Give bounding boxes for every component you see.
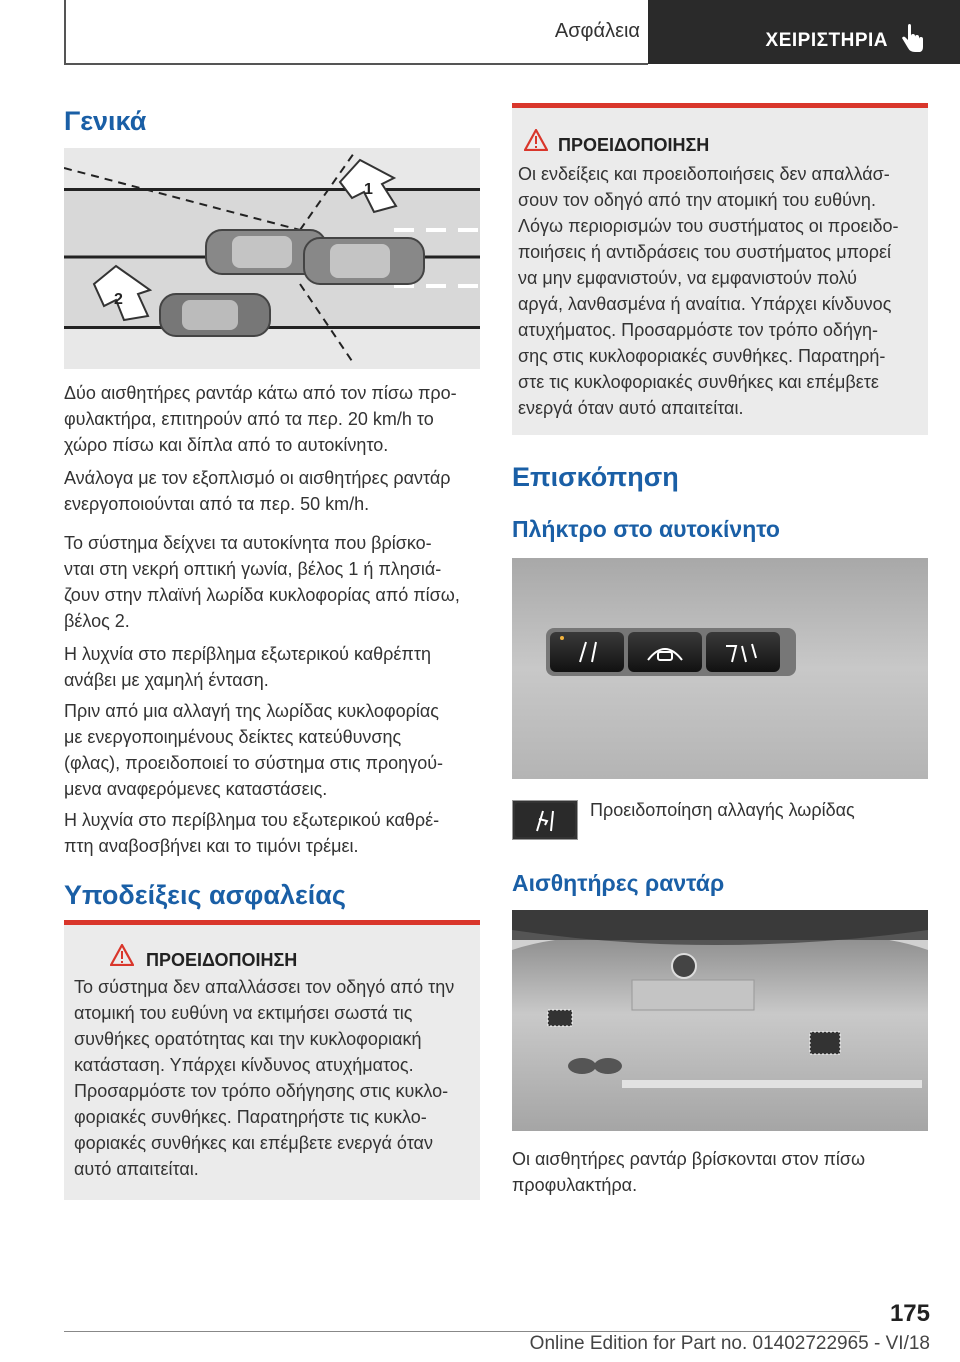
header-divider: [64, 0, 66, 64]
arrow-1-label: 1: [364, 181, 373, 198]
hand-pointer-icon: [898, 24, 926, 54]
heading-overview: Επισκόπηση: [512, 462, 679, 492]
footer-rule: [64, 1331, 860, 1332]
footer-edition: Online Edition for Part no. 01402722965 - VI/18: [529, 1333, 930, 1354]
warning-box-right: [512, 103, 928, 435]
radar-sensor-right: [810, 1032, 840, 1054]
lane-change-button-icon: [512, 800, 578, 840]
radar-sensor-photo: [512, 910, 928, 1131]
arrow-2-label: 2: [114, 291, 123, 308]
warning-box-left: [64, 920, 480, 1200]
warning-bar: [512, 103, 928, 108]
chapter-tab: [648, 0, 960, 64]
heading-button: Πλήκτρο στο αυτοκίνητο: [512, 516, 780, 542]
header-rule: [64, 63, 648, 65]
warning-text: Το σύστημα δεν απαλλάσσει τον οδηγό από την ατομική του ευθύνη να εκτιμήσει σωστά τις συνθήκες ορατότητας και την κυκλοφοριακή κατάσταση. Υπάρχει κίνδυνος ατυχήματος. Προσαρμόστε τον τρόπο οδήγησης στις κυκλο- φοριακές συνθήκες. Παρατηρήστε τις κυκλο- φοριακές συνθήκες και επέμβετε ενεργά όταν αυτό απαιτείται.: [74, 977, 455, 1179]
blind-spot-illustration: [64, 148, 480, 369]
page-number: 175: [889, 1300, 930, 1327]
heading-radar: Αισθητήρες ραντάρ: [512, 870, 725, 896]
general-paragraph-1: Δύο αισθητήρες ραντάρ κάτω από τον πίσω προ- φυλακτήρα, επιτηρούν από τα περ. 20 km/h το χώρο πίσω και δίπλα από το αυτοκίνητο.: [64, 383, 457, 455]
radar-sensor-left: [548, 1010, 572, 1026]
warning-triangle-icon: [524, 129, 548, 151]
general-paragraph-4: Η λυχνία στο περίβλημα εξωτερικού καθρέπτη ανάβει με χαμηλή ένταση.: [64, 644, 431, 690]
warning-text: Οι ενδείξεις και προειδοποιήσεις δεν απαλλάσ- σουν τον οδηγό από την ατομική του ευθύνη. Λόγω περιορισμών του συστήματος οι προειδο- ποιήσεις ή αντιδράσεις του συστήματος μπορεί να μην εμφανιστούν, να εμφανιστούν πολύ αργά, λανθασμένα ή αναίτια. Υπάρχει κίνδυνος ατυχήματος. Προσαρμόστε τον τρόπο οδήγη- σης στις κυκλοφοριακές συνθήκες. Παρατηρή- στε τις κυκλοφοριακές συνθήκες και επέμβετε ενεργά όταν αυτό απαιτείται.: [518, 164, 899, 418]
warning-triangle-icon: [110, 944, 134, 966]
general-paragraph-3: Το σύστημα δείχνει τα αυτοκίνητα που βρίσκο- νται στη νεκρή οπτική γωνία, βέλος 1 ή πλησιά- ζουν στην πλαϊνή λωρίδα κυκλοφορίας από πίσω, βέλος 2.: [64, 533, 460, 631]
button-caption: Προειδοποίηση αλλαγής λωρίδας: [590, 800, 855, 820]
general-paragraph-6: Η λυχνία στο περίβλημα του εξωτερικού καθρέ- πτη αναβοσβήνει και το τιμόνι τρέμει.: [64, 810, 440, 856]
heading-general: Γενικά: [64, 106, 147, 136]
general-paragraph-5: Πριν από μια αλλαγή της λωρίδας κυκλοφορίας με ενεργοποιημένους δείκτες κατεύθυνσης (φλας), προειδοποιεί το σύστημα στις προηγού- μενα αναφερόμενες καταστάσεις.: [64, 701, 444, 799]
warning-title: ΠΡΟΕΙΔΟΠΟΙΗΣΗ: [146, 950, 298, 970]
warning-bar: [64, 920, 480, 925]
heading-safety: Υποδείξεις ασφαλείας: [64, 880, 346, 910]
general-paragraph-2: Ανάλογα με τον εξοπλισμό οι αισθητήρες ραντάρ ενεργοποιούνται από τα περ. 50 km/h.: [64, 468, 451, 514]
chapter-title: ΧΕΙΡΙΣΤΗΡΙΑ: [765, 30, 888, 51]
car-left: [160, 294, 270, 336]
radar-caption: Οι αισθητήρες ραντάρ βρίσκονται στον πίσω προφυλακτήρα.: [512, 1149, 866, 1195]
button-photo: [512, 558, 928, 779]
section-title: Ασφάλεια: [554, 20, 640, 42]
car-right: [304, 238, 424, 284]
warning-title: ΠΡΟΕΙΔΟΠΟΙΗΣΗ: [558, 135, 710, 155]
